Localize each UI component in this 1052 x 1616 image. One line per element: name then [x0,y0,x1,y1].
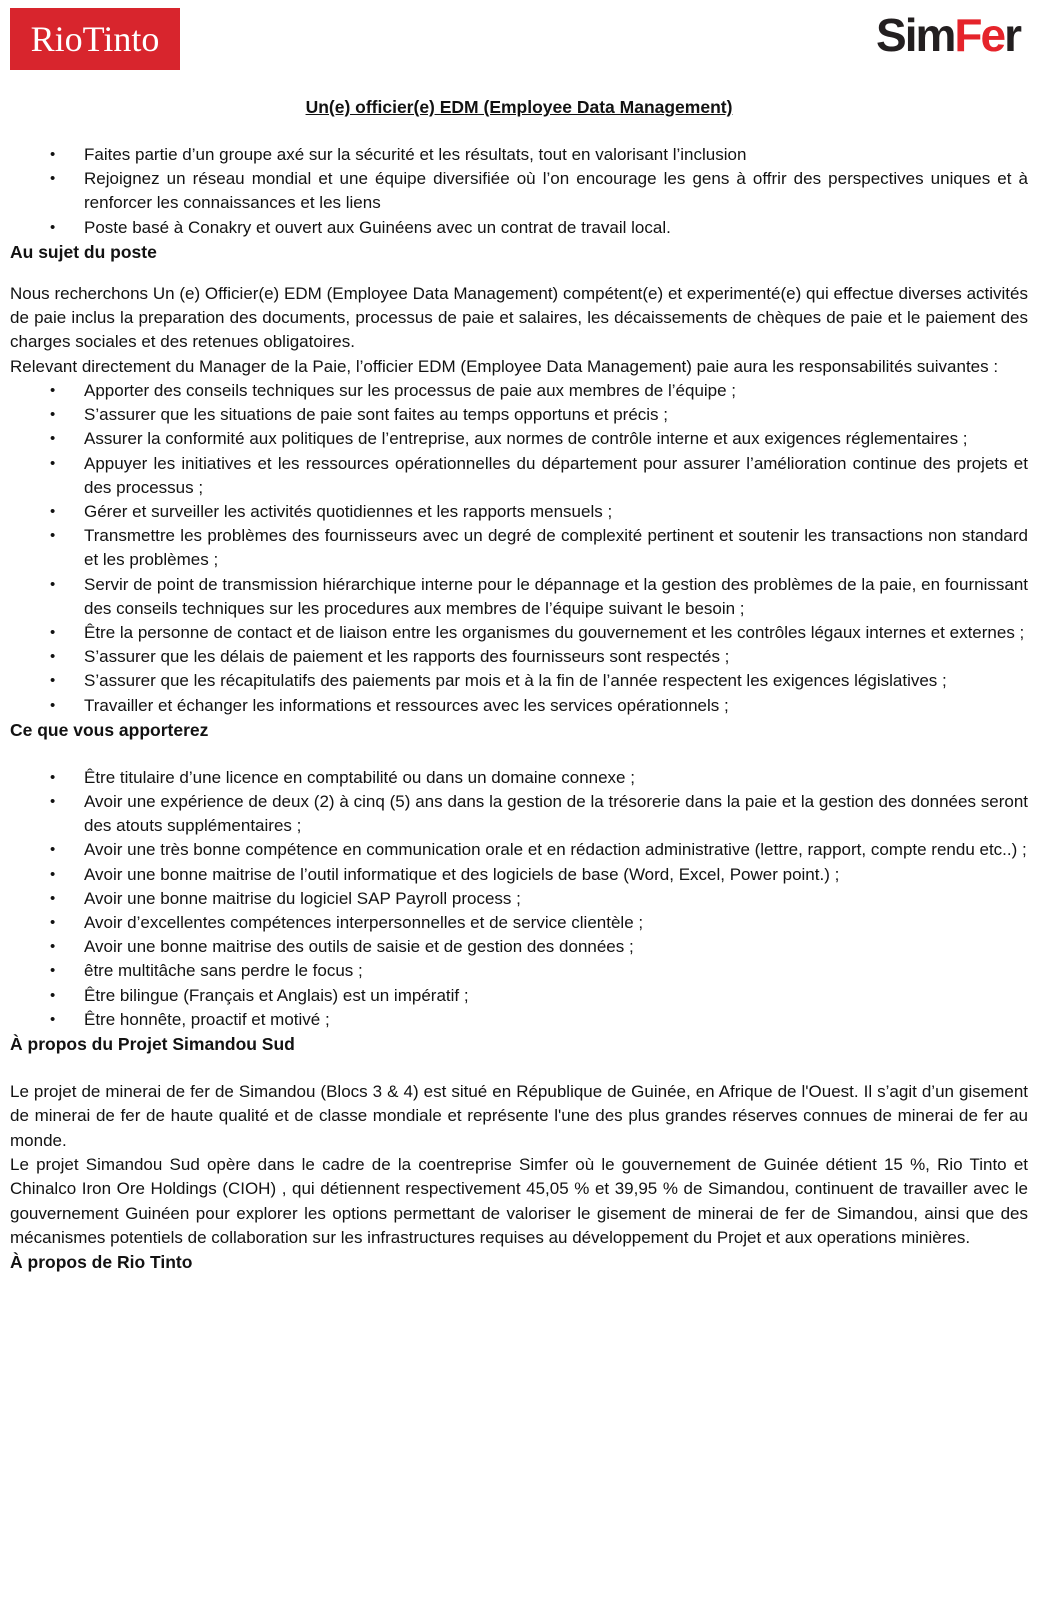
list-item: • être multitâche sans perdre le focus ; [84,959,1028,983]
section-heading-about-rio-tinto: À propos de Rio Tinto [10,1252,193,1273]
responsibilities-list [10,379,1028,718]
about-simandou-paragraph-1: Le projet de minerai de fer de Simandou (Blocs 3 & 4) est situé en République de Guinée, en Afrique de l'Ouest. Il s’agit d’un gisement de minerai de fer de haute qualité et de classe mondiale et représente l'une des plus grandes réserves connues de minerai de fer au monde. [10,1082,1028,1150]
list-item: • Avoir une expérience de deux (2) à cinq (5) ans dans la gestion de la trésorerie dans la paie et la gestion des données seront des atouts supplémentaires ; [84,790,1028,838]
page-title: Un(e) officier(e) EDM (Employee Data Management) [305,97,733,117]
section-heading-about-role: Au sujet du poste [10,241,157,262]
list-item: • Poste basé à Conakry et ouvert aux Guinéens avec un contrat de travail local. [84,216,1028,240]
list-item: • Apporter des conseils techniques sur les processus de paie aux membres de l’équipe ; [84,379,1028,403]
document-header [10,8,1028,70]
list-item: • S’assurer que les situations de paie sont faites au temps opportuns et précis ; [84,403,1028,427]
list-item: • Avoir une bonne maitrise de l’outil informatique et des logiciels de base (Word, Excel, Power point.) ; [84,863,1028,887]
list-item: • Avoir une bonne maitrise du logiciel SAP Payroll process ; [84,887,1028,911]
list-item: • S’assurer que les récapitulatifs des paiements par mois et à la fin de l’année respectent les exigences législatives ; [84,669,1028,693]
list-item: • Gérer et surveiller les activités quotidiennes et les rapports mensuels ; [84,500,1028,524]
about-simandou-paragraph-2: Le projet Simandou Sud opère dans le cadre de la coentreprise Simfer où le gouvernement de Guinée détient 15 %, Rio Tinto et Chinalco Iron Ore Holdings (CIOH) , qui détiennent respectivement 45,05 % et 39,95 % de Simandou, continuent de travailler avec le gouvernement Guinéen pour explorer les options permettant de valoriser le gisement de minerai de fer de Simandou, ainsi que des mécanismes potentiels de collaboration sur les infrastructures requises au développement du Projet et aux operations minières. [10,1154,1028,1247]
list-item: • S’assurer que les délais de paiement et les rapports des fournisseurs sont respectés ; [84,645,1028,669]
list-item: • Être titulaire d’une licence en comptabilité ou dans un domaine connexe ; [84,766,1028,790]
list-item: • Avoir d’excellentes compétences interpersonnelles et de service clientèle ; [84,911,1028,935]
rio-tinto-logo-text: RioTinto [30,19,160,59]
list-item: • Avoir une bonne maitrise des outils de saisie et de gestion des données ; [84,935,1028,959]
list-item: • Appuyer les initiatives et les ressources opérationnelles du département pour assurer l’amélioration continue des projets et des processus ; [84,452,1028,500]
section-heading-what-you-bring: Ce que vous apporterez [10,719,209,740]
about-role-paragraph-2: Relevant directement du Manager de la Paie, l’officier EDM (Employee Data Management) paie aura les responsabilités suivantes : [10,356,999,376]
qualifications-list [10,766,1028,1032]
simfer-logo-text-sim: Sim [876,9,955,61]
list-item: • Assurer la conformité aux politiques de l’entreprise, aux normes de contrôle interne et aux exigences réglementaires ; [84,427,1028,451]
list-item: • Être bilingue (Français et Anglais) est un impératif ; [84,984,1028,1008]
list-item: • Être honnête, proactif et motivé ; [84,1008,1028,1032]
list-item: • Servir de point de transmission hiérarchique interne pour le dépannage et la gestion des problèmes de la paie, en fournissant des conseils techniques sur les procedures aux membres de l’équipe suivant le besoin ; [84,573,1028,621]
simfer-logo-text-fe: Fe [954,9,1005,61]
intro-bullet-list [10,143,1028,240]
list-item: • Rejoignez un réseau mondial et une équipe diversifiée où l’on encourage les gens à offrir des perspectives uniques et à renforcer les connaissances et les liens [84,167,1028,215]
section-heading-about-simandou: À propos du Projet Simandou Sud [10,1034,295,1055]
list-item: • Être la personne de contact et de liaison entre les organismes du gouvernement et les contrôles légaux internes et externes ; [84,621,1028,645]
list-item: • Travailler et échanger les informations et ressources avec les services opérationnels ; [84,694,1028,718]
simfer-logo-text-r: r [1004,9,1020,61]
about-role-paragraph-1: Nous recherchons Un (e) Officier(e) EDM (Employee Data Management) compétent(e) et experimenté(e) qui effectue diverses activités de paie inclus la preparation des documents, processus de paie et salaires, les décaissements de chèques de paie et le paiement des charges sociales et des retenues obligatoires. [10,283,1028,352]
list-item: • Avoir une très bonne compétence en communication orale et en rédaction administrative (lettre, rapport, compte rendu etc..) ; [84,838,1028,862]
simfer-logo [876,8,1020,62]
list-item: • Transmettre les problèmes des fournisseurs avec un degré de complexité pertinent et soutenir les transactions non standard et les problèmes ; [84,524,1028,572]
rio-tinto-logo [10,8,180,70]
list-item: • Faites partie d’un groupe axé sur la sécurité et les résultats, tout en valorisant l’inclusion [84,143,1028,167]
